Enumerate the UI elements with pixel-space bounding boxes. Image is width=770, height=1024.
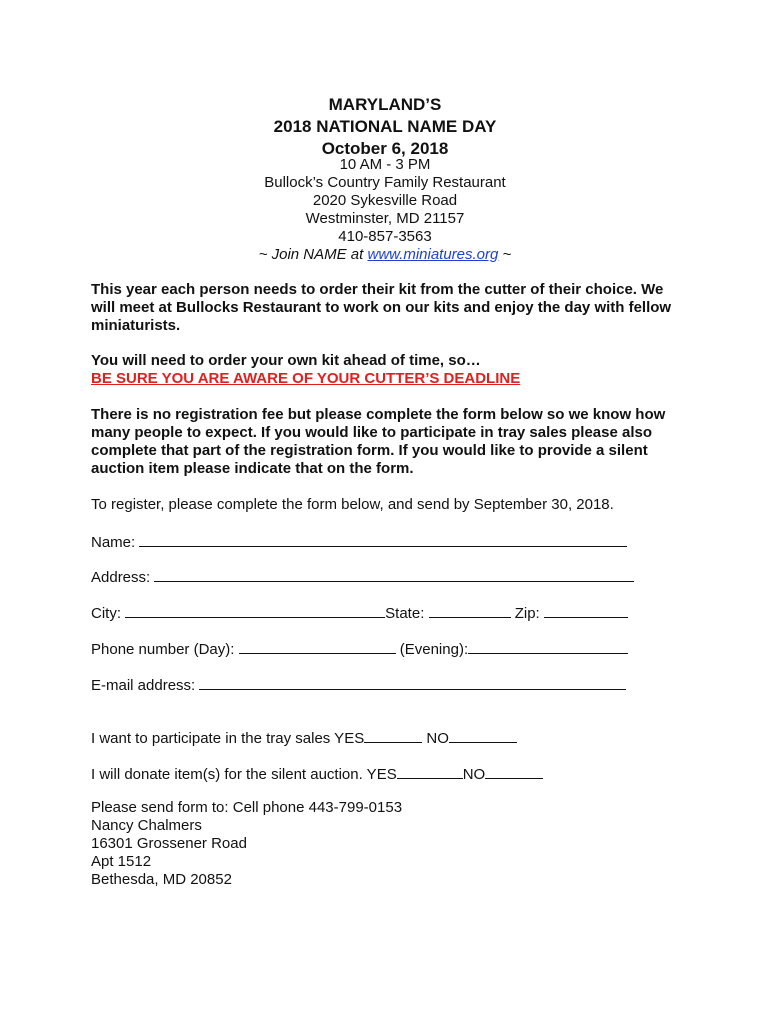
- tray-sales-field: [91, 728, 517, 748]
- event-venue: Bullock’s Country Family Restaurant: [264, 174, 506, 191]
- name-label: Name:: [91, 534, 140, 551]
- city-blank[interactable]: [125, 603, 385, 618]
- auction-no-label: NO: [462, 766, 486, 783]
- event-street: 2020 Sykesville Road: [312, 192, 458, 209]
- join-suffix: ~: [498, 246, 512, 263]
- tray-sales-label: I want to participate in the tray sales YES: [91, 730, 365, 747]
- deadline-warning: BE SURE YOU ARE AWARE OF YOUR CUTTER’S DEADLINE: [91, 370, 521, 387]
- tray-no-label: NO: [422, 730, 449, 747]
- phone-day-label: Phone number (Day):: [91, 641, 239, 658]
- send-apt: Apt 1512: [91, 853, 152, 870]
- city-state-zip-field: [91, 603, 628, 623]
- send-city: Bethesda, MD 20852: [91, 871, 232, 888]
- tray-no-blank[interactable]: [449, 728, 517, 743]
- miniatures-link[interactable]: www.miniatures.org: [367, 246, 499, 263]
- email-blank[interactable]: [199, 675, 626, 690]
- auction-yes-blank[interactable]: [397, 764, 463, 779]
- phone-evening-label: (Evening):: [395, 641, 469, 658]
- phone-field: [91, 639, 628, 659]
- zip-label: Zip:: [510, 605, 544, 622]
- event-date: October 6, 2018: [321, 139, 449, 158]
- address-label: Address:: [91, 569, 155, 586]
- email-label: E-mail address:: [91, 677, 200, 694]
- intro-paragraph: This year each person needs to order their kit from the cutter of their choice. We will meet at Bullocks Restaurant to work on our kits and enjoy the day with fellow miniaturists.: [91, 281, 672, 334]
- event-phone: 410-857-3563: [338, 228, 432, 245]
- join-line: [0, 246, 770, 264]
- event-title: 2018 NATIONAL NAME DAY: [273, 117, 497, 136]
- phone-day-blank[interactable]: [239, 639, 396, 654]
- zip-blank[interactable]: [544, 603, 628, 618]
- auction-no-blank[interactable]: [485, 764, 543, 779]
- registration-paragraph: There is no registration fee but please complete the form below so we know how many people to expect. If you would like to participate in tray sales please also complete that part of the registration form. If you would like to provide a silent auction item please indicate that on the form.: [91, 406, 666, 477]
- name-field: [91, 532, 627, 552]
- send-street: 16301 Grossener Road: [91, 835, 247, 852]
- address-field: [91, 567, 634, 587]
- phone-evening-blank[interactable]: [468, 639, 628, 654]
- event-title-state: MARYLAND’S: [328, 95, 442, 114]
- state-blank[interactable]: [429, 603, 511, 618]
- kit-order-note: You will need to order your own kit ahead of time, so…: [91, 352, 481, 369]
- email-field: [91, 675, 626, 695]
- send-form-label: Please send form to: Cell phone 443-799-0153: [91, 799, 403, 816]
- state-label: State:: [385, 605, 429, 622]
- register-instructions: To register, please complete the form below, and send by September 30, 2018.: [91, 496, 614, 513]
- event-city: Westminster, MD 21157: [305, 210, 465, 227]
- tray-yes-blank[interactable]: [364, 728, 422, 743]
- send-name: Nancy Chalmers: [91, 817, 202, 834]
- event-time: 10 AM - 3 PM: [339, 156, 431, 173]
- silent-auction-field: [91, 764, 543, 784]
- city-label: City:: [91, 605, 126, 622]
- address-blank[interactable]: [154, 567, 634, 582]
- join-prefix: ~ Join NAME at: [258, 246, 368, 263]
- name-blank[interactable]: [139, 532, 627, 547]
- auction-label: I will donate item(s) for the silent auction. YES: [91, 766, 397, 783]
